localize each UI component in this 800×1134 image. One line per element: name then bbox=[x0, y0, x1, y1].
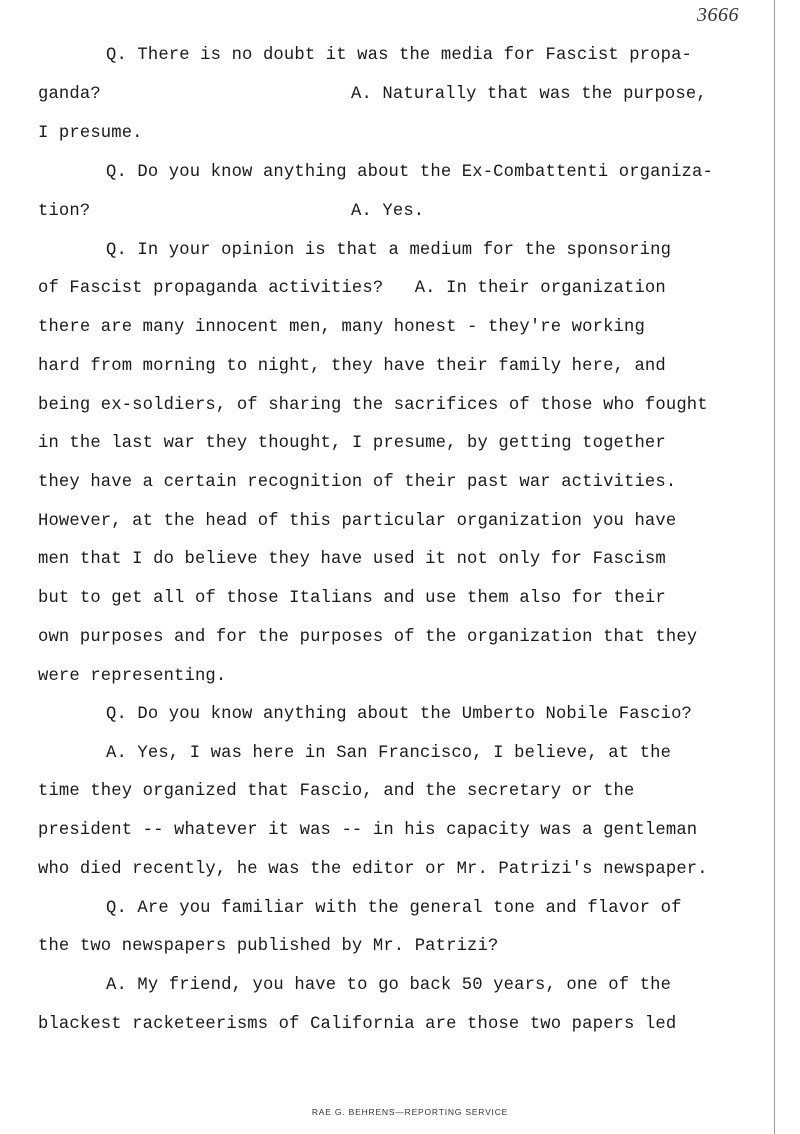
transcript-line: president -- whatever it was -- in his capacity was a gentleman bbox=[38, 821, 698, 840]
transcript-line: in the last war they thought, I presume, by getting together bbox=[38, 434, 666, 453]
transcript-line: Q. In your opinion is that a medium for the sponsoring bbox=[106, 241, 672, 260]
transcript-line: A. Yes. bbox=[351, 202, 425, 221]
transcript-line: ganda? bbox=[38, 85, 101, 104]
transcript-line: Q. Are you familiar with the general tone and flavor of bbox=[106, 899, 682, 918]
transcript-line: I presume. bbox=[38, 124, 143, 143]
transcript-line: but to get all of those Italians and use them also for their bbox=[38, 589, 666, 608]
transcript-line: they have a certain recognition of their past war activities. bbox=[38, 473, 677, 492]
transcript-line: tion? bbox=[38, 202, 91, 221]
transcript-line: were representing. bbox=[38, 667, 227, 686]
transcript-line: the two newspapers published by Mr. Patrizi? bbox=[38, 937, 499, 956]
transcript-line: A. Naturally that was the purpose, bbox=[351, 85, 707, 104]
transcript-line: Q. Do you know anything about the Umberto Nobile Fascio? bbox=[106, 705, 692, 724]
transcript-line: being ex-soldiers, of sharing the sacrifices of those who fought bbox=[38, 396, 708, 415]
transcript-line: own purposes and for the purposes of the organization that they bbox=[38, 628, 698, 647]
transcript-line: who died recently, he was the editor or Mr. Patrizi's newspaper. bbox=[38, 860, 708, 879]
transcript-line: A. My friend, you have to go back 50 years, one of the bbox=[106, 976, 672, 995]
transcript-line: Q. Do you know anything about the Ex-Combattenti organiza- bbox=[106, 163, 713, 182]
page-number: 3666 bbox=[697, 4, 739, 26]
transcript-line: of Fascist propaganda activities? A. In their organization bbox=[38, 279, 666, 298]
transcript-line: there are many innocent men, many honest - they're working bbox=[38, 318, 645, 337]
transcript-line: men that I do believe they have used it not only for Fascism bbox=[38, 550, 666, 569]
transcript-line: hard from morning to night, they have their family here, and bbox=[38, 357, 666, 376]
transcript-line: time they organized that Fascio, and the secretary or the bbox=[38, 782, 635, 801]
transcript-line: A. Yes, I was here in San Francisco, I believe, at the bbox=[106, 744, 672, 763]
transcript-line: Q. There is no doubt it was the media for Fascist propa- bbox=[106, 46, 692, 65]
transcript-line: However, at the head of this particular organization you have bbox=[38, 512, 677, 531]
reporting-service-footer: RAE G. BEHRENS—REPORTING SERVICE bbox=[311, 1107, 509, 1117]
transcript-line: blackest racketeerisms of California are those two papers led bbox=[38, 1015, 677, 1034]
